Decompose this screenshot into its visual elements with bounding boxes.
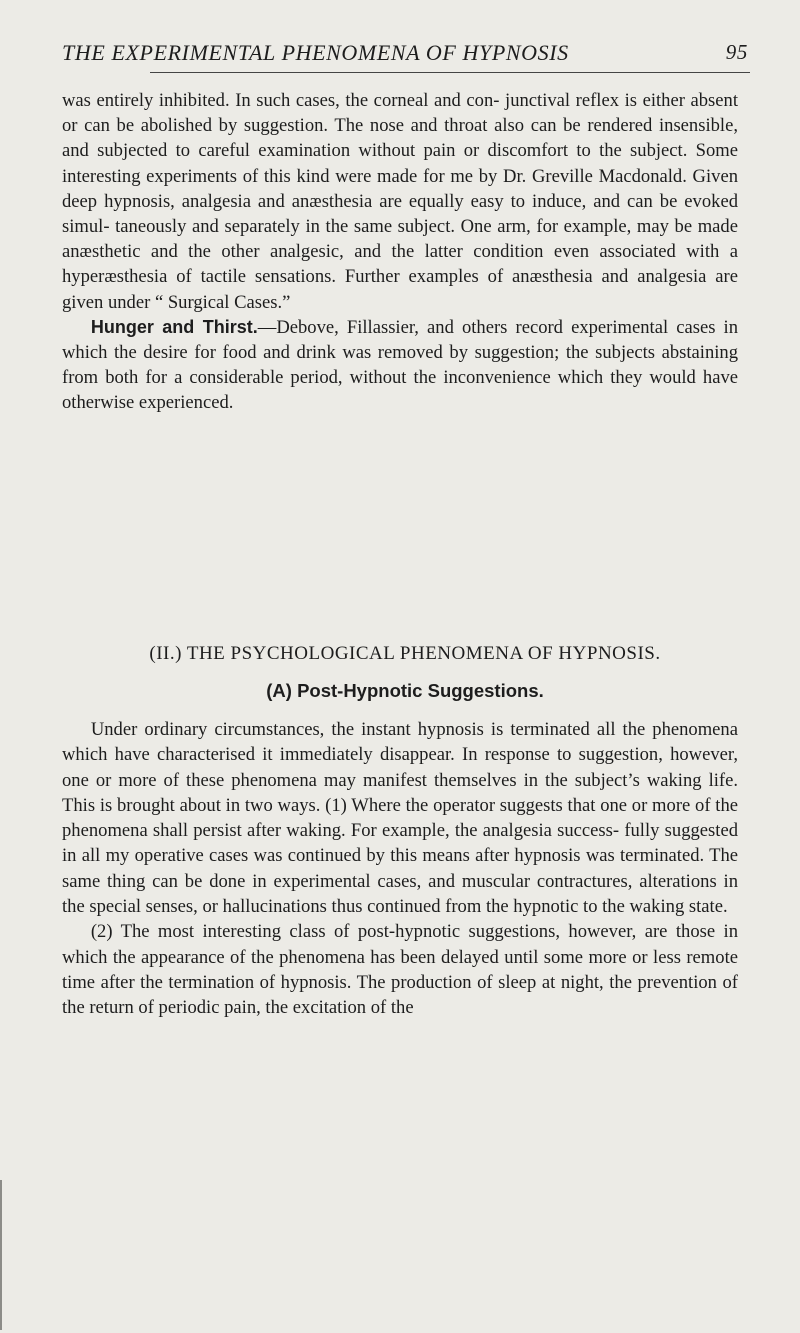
paragraph-hunger-thirst-text: —Debove, Fillassier, and others record experimental cases in which the desire for food and drink was removed by suggestion; the subjects abstaining from both for a considerable period, without the inconvenience which they would have otherwise experienced.: [62, 316, 738, 414]
lower-text-block: [62, 717, 738, 1021]
paragraph-anaesthesia: was entirely inhibited. In such cases, the corneal and con- junctival reflex is either absent or can be abolished by suggestion. The nose and throat also can be rendered insensible, and subjected to careful examination without pain or discomfort to the subject. Some interesting experiments of this kind were made for me by Dr. Greville Macdonald. Given deep hypnosis, analgesia and anæsthesia are equally easy to induce, and can be evoked simul- taneously and separately in the same subject. One arm, for example, may be made anæsthetic and the other analgesic, and the latter condition even associated with a hyperæsthesia of tactile sensations. Further examples of anæsthesia and analgesia are given under “ Surgical Cases.”: [62, 90, 738, 313]
page-edge-shadow: [0, 1180, 2, 1330]
paragraph-delayed-suggestions: (2) The most interesting class of post-hypnotic suggestions, however, are those in which the appearance of the phenomena has been delayed until some more or less remote time after the termination of hypnosis. The production of sleep at night, the prevention of the return of periodic pain, the excitation of the: [62, 921, 738, 1019]
upper-text-block: [62, 88, 738, 416]
paragraph-post-hypnotic-intro: Under ordinary circumstances, the instant hypnosis is terminated all the phenomena which have characterised it immediately disappear. In response to suggestion, however, one or more of these phenomena may manifest themselves in the subject’s waking life. This is brought about in two ways. (1) Where the operator suggests that one or more of the phenomena shall persist after waking. For example, the analgesia success- fully suggested in all my operative cases was continued by this means after hypnosis was terminated. The same thing can be done in experimental cases, and muscular contractures, alterations in the special senses, or hallucinations thus continued from the hypnotic to the waking state.: [62, 719, 738, 918]
header-rule: [150, 72, 750, 73]
run-in-heading-hunger-thirst: Hunger and Thirst.: [90, 316, 258, 337]
running-title: THE EXPERIMENTAL PHENOMENA OF HYPNOSIS: [62, 40, 569, 65]
paragraph-hunger-thirst: [62, 315, 738, 416]
section-title: (II.) THE PSYCHOLOGICAL PHENOMENA OF HYPNOSIS.: [149, 643, 661, 664]
page-number: 95: [725, 40, 748, 64]
subsection-title: (A) Post-Hypnotic Suggestions.: [266, 680, 544, 701]
